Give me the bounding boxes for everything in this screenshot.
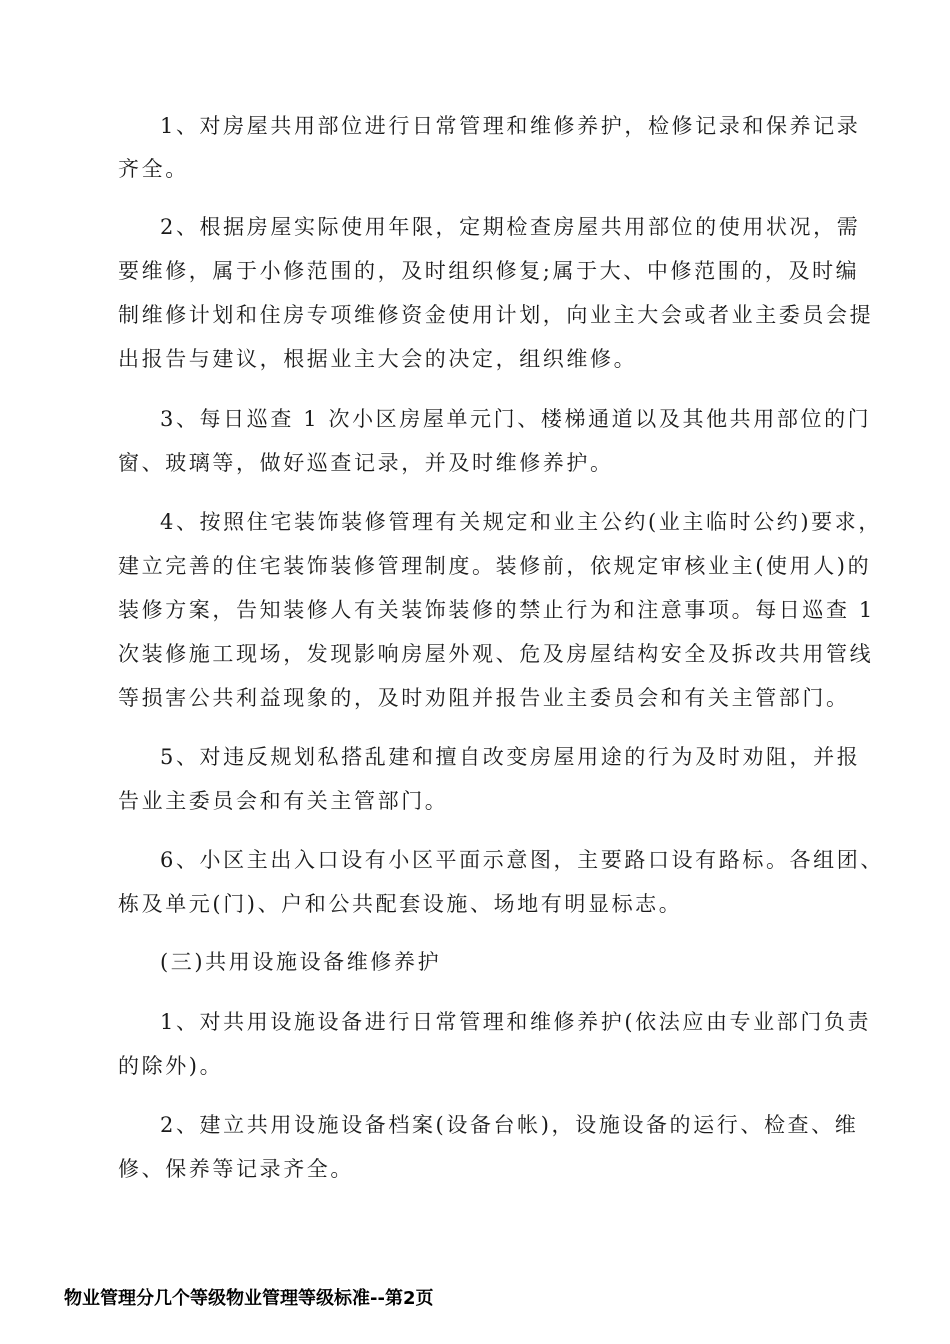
paragraph-5-line-1: 5、对违反规划私搭乱建和擅自改变房屋用途的行为及时劝阻，并报 bbox=[160, 745, 861, 769]
paragraph-2-line-1: 2、根据房屋实际使用年限，定期检查房屋共用部位的使用状况，需 bbox=[160, 215, 861, 239]
section-heading: (三)共用设施设备维修养护 bbox=[160, 950, 442, 974]
paragraph-8-line-2: 修、保养等记录齐全。 bbox=[118, 1157, 354, 1181]
paragraph-4-line-4: 次装修施工现场，发现影响房屋外观、危及房屋结构安全及拆改共用管线 bbox=[118, 642, 874, 666]
paragraph-6-line-1: 6、小区主出入口设有小区平面示意图，主要路口设有路标。各组团、 bbox=[160, 848, 884, 872]
paragraph-7-line-2: 的除外)。 bbox=[118, 1054, 224, 1078]
paragraph-4-line-5: 等损害公共利益现象的，及时劝阻并报告业主委员会和有关主管部门。 bbox=[118, 686, 850, 710]
paragraph-3-line-1: 3、每日巡查 1 次小区房屋单元门、楼梯通道以及其他共用部位的门 bbox=[160, 407, 872, 431]
page-footer: 物业管理分几个等级物业管理等级标准--第2页 bbox=[64, 1288, 434, 1309]
paragraph-4-line-2: 建立完善的住宅装饰装修管理制度。装修前，依规定审核业主(使用人)的 bbox=[118, 554, 872, 578]
paragraph-1-line-2: 齐全。 bbox=[118, 157, 189, 181]
paragraph-5-line-2: 告业主委员会和有关主管部门。 bbox=[118, 789, 449, 813]
paragraph-4-line-1: 4、按照住宅装饰装修管理有关规定和业主公约(业主临时公约)要求， bbox=[160, 510, 882, 534]
paragraph-7-line-1: 1、对共用设施设备进行日常管理和维修养护(依法应由专业部门负责 bbox=[160, 1010, 872, 1034]
paragraph-3-line-2: 窗、玻璃等，做好巡查记录，并及时维修养护。 bbox=[118, 451, 614, 475]
paragraph-2-line-2: 要维修，属于小修范围的，及时组织修复;属于大、中修范围的，及时编 bbox=[118, 259, 860, 283]
paragraph-1-line-1: 1、对房屋共用部位进行日常管理和维修养护，检修记录和保养记录 bbox=[160, 114, 861, 138]
paragraph-2-line-3: 制维修计划和住房专项维修资金使用计划，向业主大会或者业主委员会提 bbox=[118, 303, 874, 327]
paragraph-4-line-3: 装修方案，告知装修人有关装饰装修的禁止行为和注意事项。每日巡查 1 bbox=[118, 598, 875, 622]
paragraph-2-line-4: 出报告与建议，根据业主大会的决定，组织维修。 bbox=[118, 347, 638, 371]
paragraph-8-line-1: 2、建立共用设施设备档案(设备台帐)，设施设备的运行、检查、维 bbox=[160, 1113, 859, 1137]
paragraph-6-line-2: 栋及单元(门)、户和公共配套设施、场地有明显标志。 bbox=[118, 892, 683, 916]
